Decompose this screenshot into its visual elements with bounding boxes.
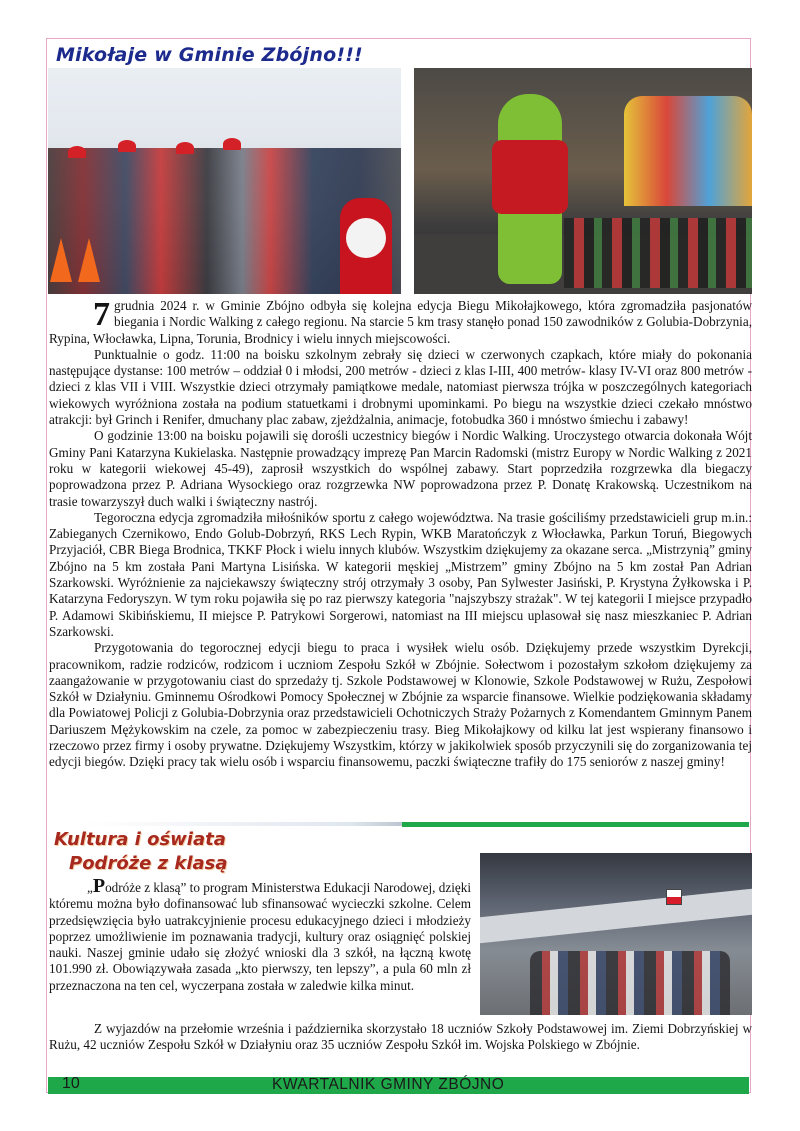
article-paragraph: Tegoroczna edycja zgromadziła miłośników sportu z całego województwa. Na trasie gościliśmy przedstawicieli grup m.in.: Zabieganych Czernikowo, Endo Golub-Dobrzyń, RKS Lech Rypin, WKB Maratończyk z Włocławka, Parkun Toruń, Biegowych Przyjaciół, CBR Biega Brodnica, TKKF Płock i wielu innych klubów. Wszystkim dziękujemy za okazane serca. „Mistrzynią” gminy Zbójno na 5 km została Pani Martyna Lisińska. W kategorii męskiej „Mistrzem” gminy Zbójno na 5 km został Pan Adrian Szarkowski. Wyróżnienie za najciekawszy świąteczny strój otrzymały 3 osoby, Pan Sylwester Jasiński, P. Krystyna Żyłkowska i P. Katarzyna Fedoryszyn. W tym roku pojawiła się po raz pierwszy kategoria "najszybszy strażak". W tej kategorii I miejsce przypadło P. Adamowi Skibińskiemu, II miejsce P. Patrykowi Sorgerowi, natomiast na III miejscu uplasował się nasz mieszkaniec P. Adrian Szarkowski. [49, 509, 752, 639]
santa-hat [118, 140, 136, 152]
santa-beard [346, 218, 386, 258]
photo-aviation-museum [480, 853, 752, 1015]
section-paragraph: Z wyjazdów na przełomie września i października skorzystało 18 uczniów Szkoły Podstawowej im. Ziemi Dobrzyńskiej w Rużu, 42 uczniów Zespołu Szkół w Działyniu oraz 35 uczniów Zespołu Szkół im. Wojska Polskiego w Zbójnie. [49, 1021, 752, 1053]
traffic-cone [50, 238, 72, 282]
section-divider-green [402, 822, 749, 827]
article-body [49, 298, 752, 771]
aircraft-wing [480, 889, 752, 944]
article-title: Mikołaje w Gminie Zbójno!!! [56, 44, 363, 66]
santa-hat [223, 138, 241, 150]
drop-cap: 7 [93, 296, 110, 333]
footer-title: KWARTALNIK GMINY ZBÓJNO [272, 1076, 505, 1093]
article-paragraph: O godzinie 13:00 na boisku pojawili się dorośli uczestnicy biegów i Nordic Walking. Uroczystego otwarcia dokonała Wójt Gminy Pani Katarzyna Kukielaska. Następnie prowadzący imprezę Pan Marcin Radomski (mistrz Europy w Nordic Walking z 2021 roku w kategorii wiekowej 45-49), zaprosił wszystkich do wspólnej zabawy. Start poprzedziła rozgrzewka dla biegaczy poprowadzona przez P. Adriana Wysockiego oraz rozgrzewka NW poprowadzona przez P. Donatę Krakowską. Uczestnikom na trasie towarzyszył duch walki i świąteczny nastrój. [49, 428, 752, 509]
page-number: 10 [62, 1075, 80, 1092]
photo-grinch-children [414, 68, 752, 294]
polish-insignia [666, 889, 682, 905]
section-paragraph [49, 875, 471, 994]
section-body [49, 875, 471, 994]
article-paragraph: Przygotowania do tegorocznej edycji biegu to praca i wysiłek wielu osób. Dziękujemy przede wszystkim Dyrekcji, pracownikom, radzie rodziców, rodzicom i uczniom Zespołu Szkół w Zbójnie. Sołectwom i pozostałym szkołom dziękujemy za zaangażowanie w przygotowaniu ciast do sprzedaży tj. Szkole Podstawowej w Klonowie, Szkole Podstawowej w Rużu, Zespołowi Szkół w Działyniu. Gminnemu Ośrodkowi Pomocy Społecznej w Zbójnie za wsparcie finansowe. Wielkie podziękowania składamy dla Powiatowej Policji z Golubia-Dobrzynia oraz przedstawicieli Ochotniczych Straży Pożarnych z Komendantem Gminnym Panem Dariuszem Mężykowskim na czele, za pomoc w zabezpieczeniu trasy. Bieg Mikołajkowy od kilku lat jest wspierany finansowo i rzeczowo przez firmy i osoby prywatne. Dziękujemy Wszystkim, którzy w jakikolwiek sposób przyczynili się do zorganizowania tej edycji biegów. Dzięki pracy tak wielu osób i wsparciu finansowemu, paczki świąteczne trafiły do 175 seniorów z naszej gminy! [49, 640, 752, 770]
dancing-children [564, 218, 752, 288]
section-title: Kultura i oświata [54, 829, 226, 850]
santa-hat [68, 146, 86, 158]
traffic-cone [78, 238, 100, 282]
photo-santa-runners [48, 68, 401, 294]
paragraph-text: grudnia 2024 r. w Gminie Zbójno odbyła się kolejna edycja Biegu Mikołajkowego, która zgromadziła pasjonatów biegania i Nordic Walking z całego regionu. Na starcie 5 km trasy stanęło ponad 150 zawodników z Golubia-Dobrzynia, Rypina, Włocławka, Lipna, Torunia, Brodnicy i wielu innych miejscowości. [49, 298, 752, 346]
santa-hat [176, 142, 194, 154]
grinch-red-coat [492, 140, 568, 214]
section-subtitle: Podróże z klasą [69, 853, 228, 874]
article-paragraph: Punktualnie o godz. 11:00 na boisku szkolnym zebrały się dzieci w czerwonych czapkach, które miały do pokonania następujące dystanse: 100 metrów – oddział 0 i młodsi, 200 metrów - dzieci z klas I-III, 400 metrów- klasy IV-VI oraz 800 metrów - dzieci z klas VII i VIII. Wszystkie dzieci otrzymały pamiątkowe medale, natomiast pierwsza trójka w poszczególnych kategoriach wiekowych wyróżniona została na podium statuetkami i drobnymi upominkami. Po biegu na wszystkie dzieci czekało mnóstwo atrakcji: był Grinch i Renifer, dmuchany plac zabaw, zjeżdżalnia, animacje, fotobudka 360 i mnóstwo śmiechu i zabawy! [49, 346, 752, 428]
student-group [530, 951, 730, 1015]
open-quote: „ [87, 880, 93, 895]
paragraph-text: odróże z klasą” to program Ministerstwa Edukacji Narodowej, dzięki któremu można było dofinansować lub sfinansować wycieczki szkolne. Celem przedsięwzięcia było uatrakcyjnienie procesu edukacyjnego dzieci i młodzieży poprzez umożliwienie im poznawania tradycji, kultury oraz osiągnięć polskiej nauki. Naszej gminie udało się złożyć wnioski dla 3 szkół, na łączną kwotę 101.990 zł. Obowiązywała zasada „kto pierwszy, ten lepszy”, a pula 60 mln zł przeznaczona na ten cel, wyczerpana została w zaledwie kilka minut. [49, 880, 471, 993]
initial-letter: P [92, 875, 106, 897]
article-paragraph [49, 298, 752, 347]
bouncy-castle [624, 96, 752, 206]
